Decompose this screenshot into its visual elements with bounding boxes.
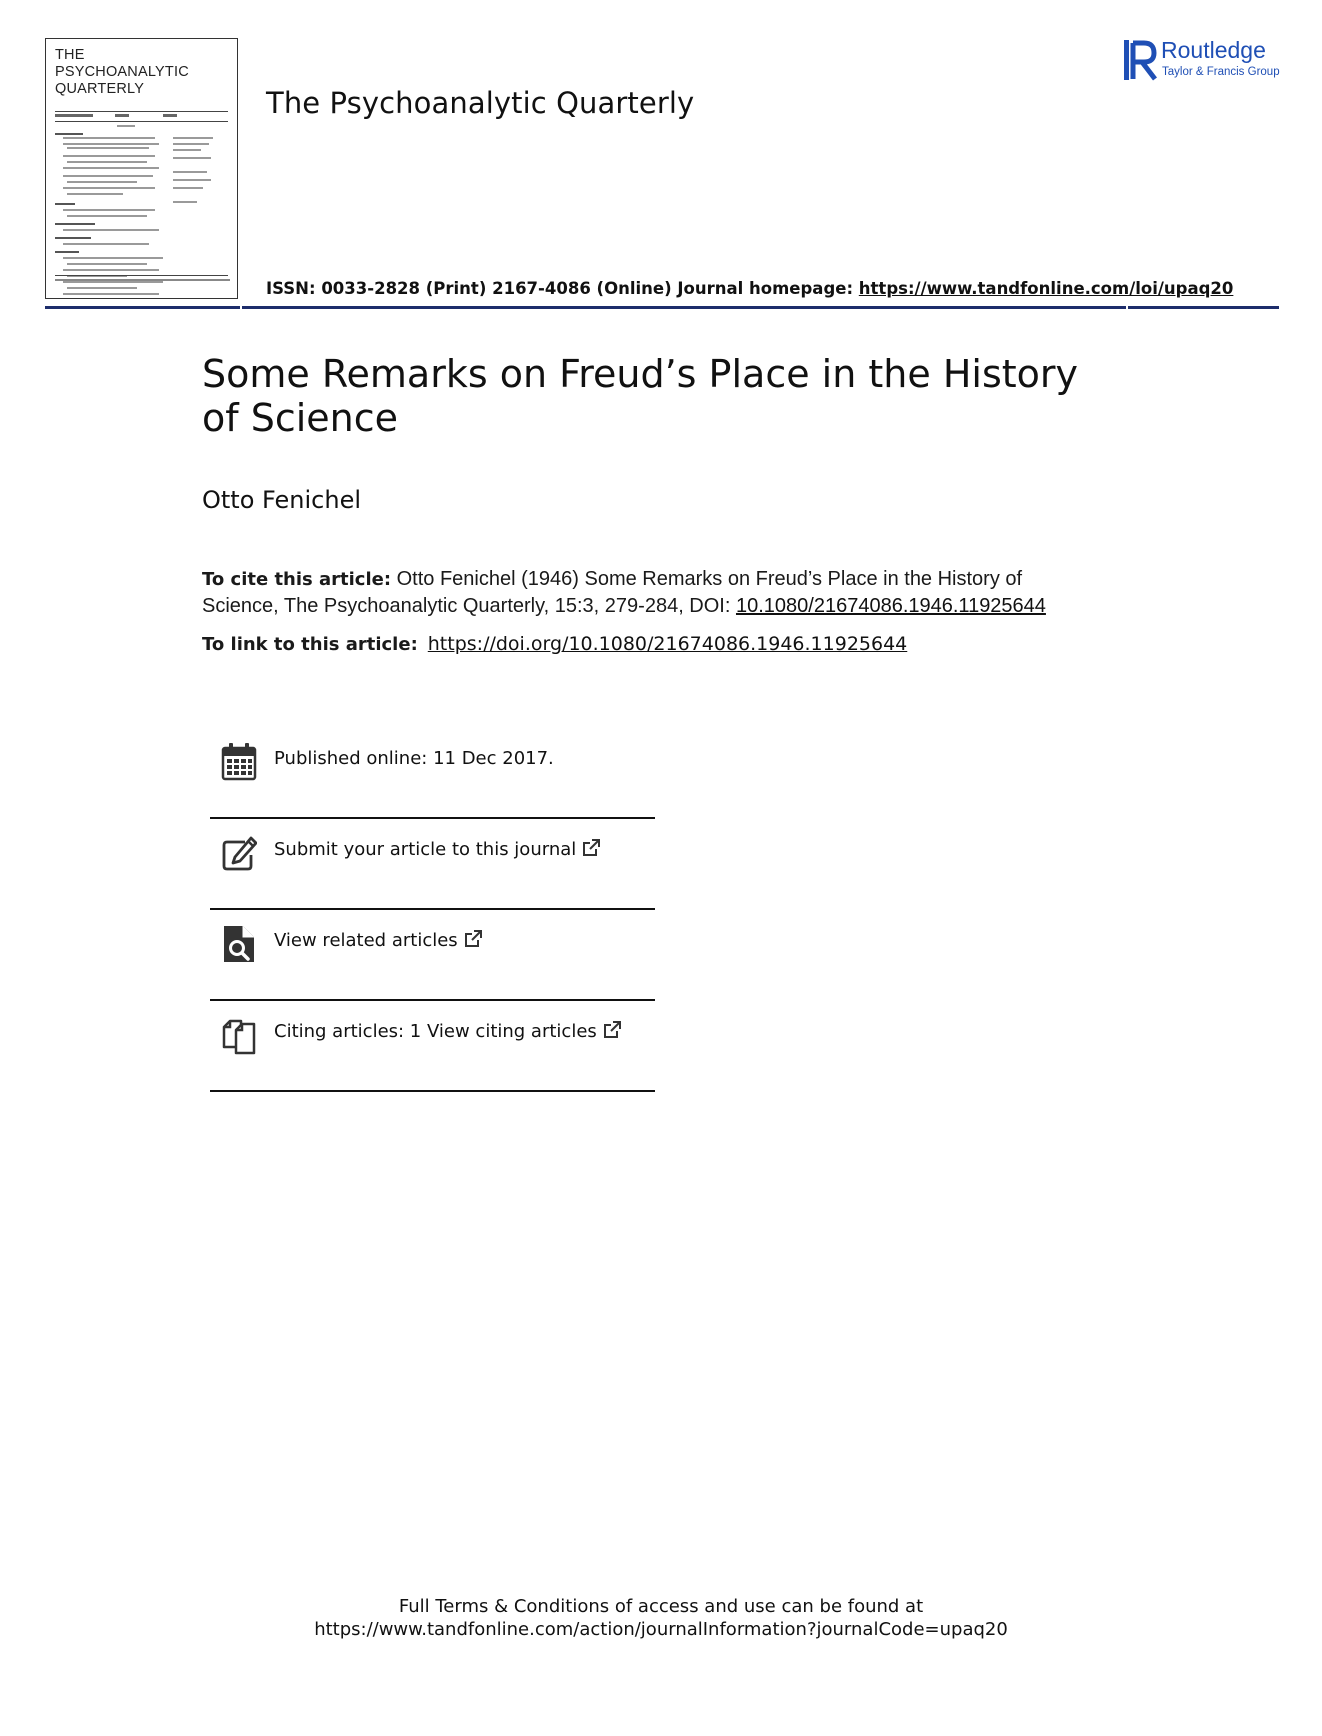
header-rule bbox=[45, 306, 240, 309]
routledge-r-icon bbox=[1124, 39, 1158, 83]
submit-article-item[interactable] bbox=[210, 819, 655, 908]
cover-meta-bar bbox=[55, 111, 228, 122]
citing-articles-link[interactable] bbox=[274, 1021, 621, 1042]
article-link-row bbox=[202, 633, 907, 655]
footer-terms-url[interactable]: https://www.tandfonline.com/action/journalInformation?journalCode=upaq20 bbox=[314, 1619, 1008, 1640]
cover-contents-lines bbox=[55, 125, 228, 272]
article-author: Otto Fenichel bbox=[202, 486, 361, 514]
document-search-icon bbox=[221, 924, 257, 964]
calendar-icon bbox=[221, 742, 257, 782]
header-rule bbox=[1128, 306, 1279, 309]
cover-title-line: QUARTERLY bbox=[55, 81, 145, 97]
doi-link[interactable]: 10.1080/21674086.1946.11925644 bbox=[735, 595, 1046, 617]
related-articles-label: View related articles bbox=[274, 930, 458, 951]
footer-line-1: Full Terms & Conditions of access and use can be found at bbox=[398, 1596, 924, 1617]
edit-icon bbox=[221, 833, 257, 873]
cover-title bbox=[55, 47, 189, 98]
cover-title-line: PSYCHOANALYTIC bbox=[55, 64, 189, 80]
article-info-list bbox=[210, 728, 655, 1092]
external-link-icon bbox=[603, 1021, 621, 1039]
citing-articles-item[interactable] bbox=[210, 1001, 655, 1090]
journal-title: The Psychoanalytic Quarterly bbox=[266, 86, 695, 120]
article-title: Some Remarks on Freud’s Place in the History of Science bbox=[202, 352, 1079, 440]
cover-title-line: THE bbox=[55, 47, 85, 63]
cite-label: To cite this article: bbox=[202, 569, 392, 590]
publisher-subtitle: Taylor & Francis Group bbox=[1162, 66, 1280, 78]
publisher-logo bbox=[1124, 37, 1284, 83]
external-link-icon bbox=[464, 930, 482, 948]
journal-homepage-link[interactable]: https://www.tandfonline.com/loi/upaq20 bbox=[858, 279, 1234, 298]
publisher-name: Routledge bbox=[1161, 37, 1266, 63]
issn-line bbox=[266, 279, 1233, 298]
header-rule bbox=[242, 306, 1126, 309]
cover-footer-bar bbox=[55, 275, 228, 284]
published-online-text: Published online: 11 Dec 2017. bbox=[274, 748, 554, 769]
copy-documents-icon bbox=[221, 1015, 257, 1055]
issn-text: ISSN: 0033-2828 (Print) 2167-4086 (Online) Journal homepage: bbox=[266, 279, 859, 298]
submit-article-label: Submit your article to this journal bbox=[274, 839, 577, 860]
citation-block bbox=[202, 566, 1102, 619]
published-online-item bbox=[210, 728, 655, 817]
related-articles-link[interactable] bbox=[274, 930, 482, 951]
citing-articles-label: Citing articles: 1 View citing articles bbox=[274, 1021, 597, 1042]
article-doi-url[interactable]: https://doi.org/10.1080/21674086.1946.11925644 bbox=[427, 633, 908, 655]
related-articles-item[interactable] bbox=[210, 910, 655, 999]
link-label: To link to this article: bbox=[202, 634, 418, 655]
divider bbox=[210, 1090, 655, 1092]
terms-footer bbox=[0, 1595, 1322, 1641]
external-link-icon bbox=[582, 839, 600, 857]
submit-article-link[interactable] bbox=[274, 839, 600, 860]
cite-text: Otto Fenichel (1946) Some Remarks on Freud’s Place in the History of Science, The Psychoanalytic Quarterly, 15:3, 279-284, DOI: bbox=[202, 568, 1023, 617]
journal-cover-thumbnail bbox=[45, 38, 238, 299]
